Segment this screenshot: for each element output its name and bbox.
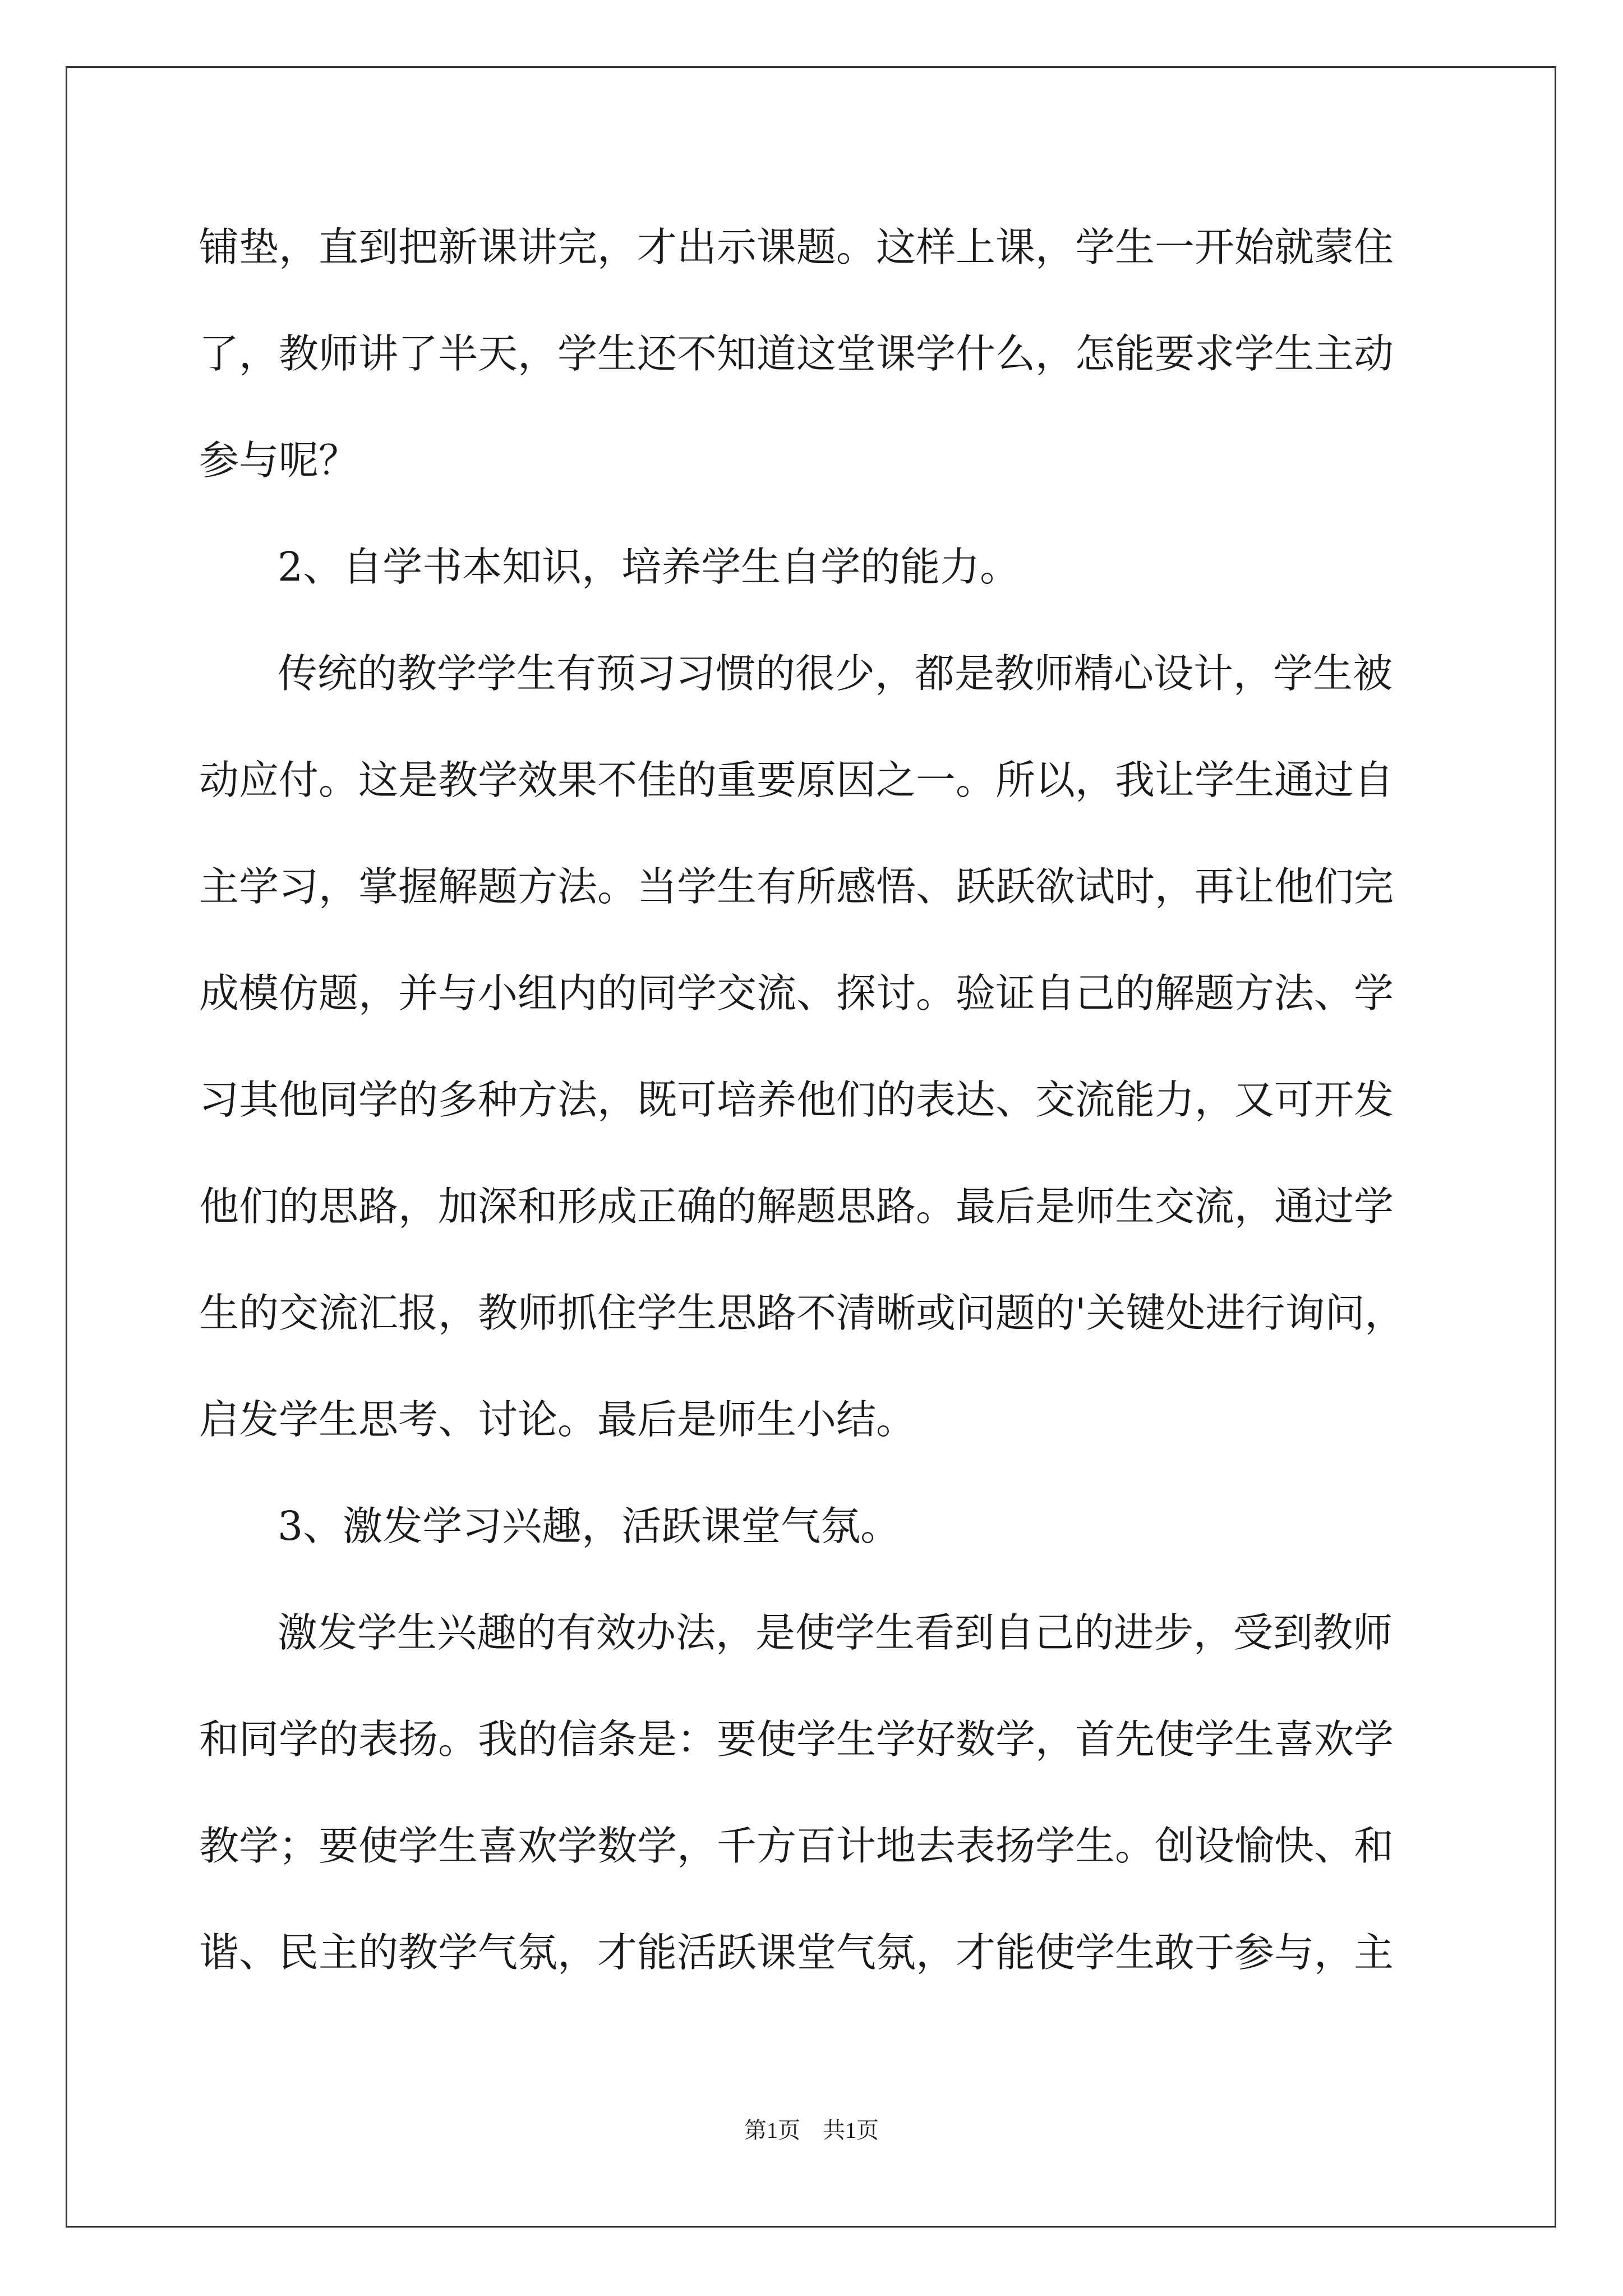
text-line: 和同学的表扬。我的信条是：要使学生学好数学，首先使学生喜欢学 [199,1716,1394,1763]
text-line: 2、自学书本知识，培养学生自学的能力。 [278,544,1020,590]
text-line: 了，教师讲了半天，学生还不知道这堂课学什么，怎能要求学生主动 [199,330,1394,377]
text-line: 铺垫，直到把新课讲完，才出示课题。这样上课，学生一开始就蒙住 [199,224,1394,270]
text-line: 参与呢？ [199,437,359,484]
page-footer: 第1页 共1页 [744,2118,879,2143]
text-line: 教学；要使学生喜欢学数学，千方百计地去表扬学生。创设愉快、和 [199,1823,1394,1869]
text-line: 启发学生思考、讨论。最后是师生小结。 [199,1396,916,1443]
text-line: 生的交流汇报，教师抓住学生思路不清晰或问题的'关键处进行询问， [199,1290,1405,1336]
text-line: 动应付。这是教学效果不佳的重要原因之一。所以，我让学生通过自 [199,757,1394,803]
text-line: 主学习，掌握解题方法。当学生有所感悟、跃跃欲试时，再让他们完 [199,863,1394,910]
text-line: 谐、民主的教学气氛，才能活跃课堂气氛，才能使学生敢于参与，主 [199,1929,1394,1976]
text-line: 他们的思路，加深和形成正确的解题思路。最后是师生交流，通过学 [199,1183,1394,1230]
text-line: 成模仿题，并与小组内的同学交流、探讨。验证自己的解题方法、学 [199,970,1394,1016]
text-line: 激发学生兴趣的有效办法，是使学生看到自己的进步，受到教师 [278,1609,1393,1656]
text-line: 3、激发学习兴趣，活跃课堂气氛。 [278,1503,901,1549]
text-line: 传统的教学学生有预习习惯的很少，都是教师精心设计，学生被 [278,650,1393,697]
page-frame [66,66,1556,2228]
text-line: 习其他同学的多种方法，既可培养他们的表达、交流能力，又可开发 [199,1076,1394,1123]
